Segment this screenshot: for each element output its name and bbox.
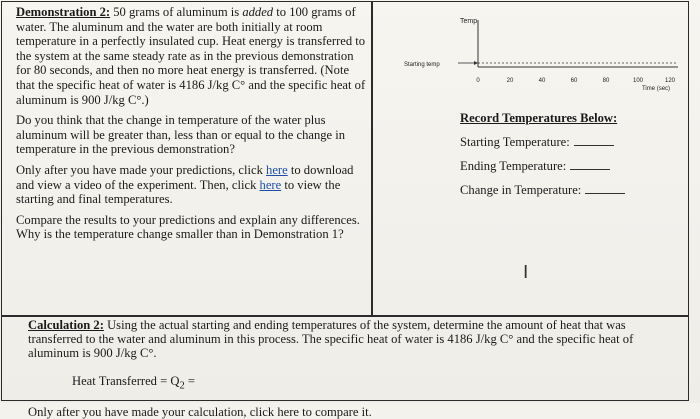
- demo-question: Do you think that the change in temperature of the water plus aluminum will be greater than, less than or equal to the change in temperature in the previous demonstration?: [16, 113, 346, 157]
- change-temperature-blank[interactable]: [585, 192, 625, 194]
- column-divider: [371, 2, 373, 315]
- x-tick-label: 120: [664, 78, 676, 84]
- demo-emphasis: added: [242, 5, 274, 19]
- x-tick-labels: [476, 78, 675, 84]
- change-temperature-row: [460, 178, 625, 202]
- x-tick-label: 60: [570, 78, 578, 84]
- heat-subscript: 2: [179, 380, 185, 392]
- heat-equals: =: [184, 374, 195, 388]
- x-tick-label: 20: [506, 78, 514, 84]
- text-cursor-icon: I: [523, 262, 529, 283]
- demo-instructions: [16, 163, 368, 207]
- heat-transferred: [28, 374, 668, 394]
- calc-title: Calculation 2:: [28, 318, 104, 332]
- x-tick-label: 40: [538, 78, 546, 84]
- demo-text: 50 grams of aluminum is: [113, 5, 243, 19]
- x-tick-label: 100: [632, 78, 644, 84]
- x-tick-label: 80: [602, 78, 610, 84]
- starting-temperature-blank[interactable]: [574, 144, 614, 146]
- demo-title: Demonstration 2:: [16, 5, 111, 19]
- ending-temperature-blank[interactable]: [570, 168, 610, 170]
- worksheet-table: [1, 1, 689, 419]
- instructions-text: to download and view a video of the experiment. Then, click: [16, 162, 354, 192]
- starting-temperature-row: [460, 130, 625, 154]
- compare-instructions: [28, 405, 668, 419]
- ending-temperature-row: [460, 154, 625, 178]
- instructions-text: to view the starting and final temperatures.: [16, 177, 341, 207]
- temperature-graph: [374, 2, 688, 102]
- video-link[interactable]: here: [266, 162, 288, 177]
- x-axis-label: Time (sec): [641, 86, 671, 92]
- row-divider: [2, 315, 688, 317]
- compare-text: Only after you have made your calculation, click: [28, 404, 278, 419]
- calc-text: Using the actual starting and ending temperatures of the system, determine the amount of heat that was transferred to the water and aluminum in this process. The specific heat of water is 4186 J/kg C° and the specific heat of aluminum is 900 J/kg C°.: [28, 318, 634, 360]
- starting-temperature-label: Starting Temperature:: [460, 135, 570, 149]
- change-temperature-label: Change in Temperature:: [460, 183, 582, 197]
- compare-text: to compare it.: [299, 404, 372, 419]
- start-arrowhead: [474, 61, 478, 65]
- temperatures-link[interactable]: here: [259, 177, 282, 192]
- demo-text: to 100 grams of water. The aluminum and the water are both initially at room temperature in a perfectly insulated cup. Heat energy is transferred to the system at the same steady rate as in the previous demonstration for 80 seconds, and then no more heat energy is transferred. (Note that the specific heat of water is 4186 J/kg C° and the specific heat of aluminum is 900 J/kg C°.): [16, 5, 366, 107]
- heat-label: Heat Transferred = Q: [72, 374, 180, 388]
- record-temperatures: [460, 106, 625, 202]
- demo-paragraph-1: [16, 5, 368, 107]
- starting-temp-label: Starting temp: [404, 62, 440, 68]
- compare-link[interactable]: here: [277, 404, 300, 419]
- ending-temperature-label: Ending Temperature:: [460, 159, 567, 173]
- demo-compare: Compare the results to your predictions and explain any differences. Why is the temperature change smaller than in Demonstration 1?: [16, 212, 360, 242]
- instructions-text: Only after you have made your predictions, click: [16, 162, 267, 177]
- demonstration-cell: [16, 5, 368, 248]
- graph-cell: [374, 2, 688, 314]
- record-heading: Record Temperatures Below:: [460, 111, 618, 125]
- calc-paragraph: [28, 318, 668, 360]
- x-tick-label: 0: [476, 78, 480, 84]
- y-axis-label: Temp: [460, 18, 478, 25]
- calculation-cell: [28, 318, 668, 419]
